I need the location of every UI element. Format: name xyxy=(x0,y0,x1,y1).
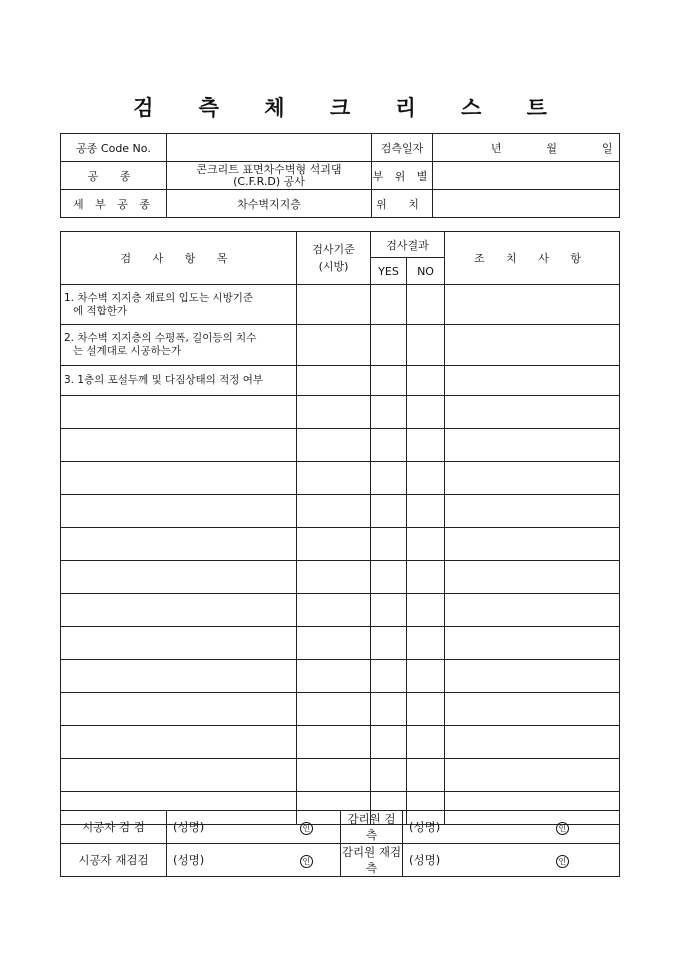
col-item-header: 검 사 항 목 xyxy=(61,232,297,285)
action-cell[interactable] xyxy=(445,285,620,325)
col-standard-line1: 검사기준 xyxy=(312,243,355,256)
sub-work-label: 세 부 공 종 xyxy=(61,190,167,218)
yes-cell[interactable] xyxy=(371,561,407,594)
yes-cell[interactable] xyxy=(371,726,407,759)
standard-cell[interactable] xyxy=(297,726,371,759)
standard-cell[interactable] xyxy=(297,660,371,693)
col-standard-line2: (시방) xyxy=(318,260,349,273)
item-2-line2: 는 설계대로 시공하는가 xyxy=(73,345,182,357)
checklist-table xyxy=(60,231,620,825)
no-cell[interactable] xyxy=(407,726,445,759)
yes-cell[interactable] xyxy=(371,285,407,325)
no-cell[interactable] xyxy=(407,429,445,462)
empty-row xyxy=(61,528,620,561)
action-cell[interactable] xyxy=(445,660,620,693)
item-cell[interactable] xyxy=(61,495,297,528)
item-3-line1: 3. 1층의 포설두께 및 다짐상태의 적정 여부 xyxy=(64,374,264,386)
item-cell[interactable] xyxy=(61,396,297,429)
action-cell[interactable] xyxy=(445,726,620,759)
date-month: 월 xyxy=(546,141,557,155)
standard-cell[interactable] xyxy=(297,528,371,561)
empty-row xyxy=(61,561,620,594)
item-cell[interactable] xyxy=(61,429,297,462)
supervisor-check-sign[interactable] xyxy=(403,811,620,844)
standard-cell[interactable] xyxy=(297,396,371,429)
standard-cell[interactable] xyxy=(297,759,371,792)
seal-icon: 인 xyxy=(556,822,569,835)
work-type-line2: (C.F.R.D) 공사 xyxy=(233,174,305,188)
no-cell[interactable] xyxy=(407,561,445,594)
action-cell[interactable] xyxy=(445,594,620,627)
no-cell[interactable] xyxy=(407,627,445,660)
name-placeholder: (성명) xyxy=(409,820,441,834)
no-cell[interactable] xyxy=(407,660,445,693)
name-placeholder: (성명) xyxy=(173,853,205,867)
checklist-row xyxy=(61,285,620,325)
seal-icon: 인 xyxy=(300,855,313,868)
yes-cell[interactable] xyxy=(371,693,407,726)
checklist-item-3 xyxy=(61,366,297,396)
col-action-header: 조 치 사 항 xyxy=(445,232,620,285)
work-code-label: 공종 Code No. xyxy=(61,134,167,162)
action-cell[interactable] xyxy=(445,561,620,594)
col-result-header: 검사결과 xyxy=(371,232,445,258)
standard-cell[interactable] xyxy=(297,495,371,528)
action-cell[interactable] xyxy=(445,627,620,660)
yes-cell[interactable] xyxy=(371,594,407,627)
no-cell[interactable] xyxy=(407,396,445,429)
item-cell[interactable] xyxy=(61,561,297,594)
action-cell[interactable] xyxy=(445,429,620,462)
item-1-line2: 에 적합한가 xyxy=(73,304,128,317)
empty-row xyxy=(61,396,620,429)
empty-row xyxy=(61,660,620,693)
no-cell[interactable] xyxy=(407,528,445,561)
contractor-check-sign[interactable] xyxy=(167,811,341,844)
page-title: 검 측 체 크 리 스 트 xyxy=(133,95,566,120)
yes-cell[interactable] xyxy=(371,528,407,561)
signature-table xyxy=(60,810,620,877)
col-standard-header xyxy=(297,232,371,285)
supervisor-recheck-sign[interactable] xyxy=(403,844,620,877)
item-cell[interactable] xyxy=(61,759,297,792)
standard-cell[interactable] xyxy=(297,627,371,660)
action-cell[interactable] xyxy=(445,325,620,366)
yes-cell[interactable] xyxy=(371,366,407,396)
item-cell[interactable] xyxy=(61,462,297,495)
location-label: 부 위 별 xyxy=(372,162,433,190)
empty-row xyxy=(61,693,620,726)
col-yes-header: YES xyxy=(371,258,407,285)
empty-row xyxy=(61,495,620,528)
action-cell[interactable] xyxy=(445,528,620,561)
contractor-recheck-sign[interactable] xyxy=(167,844,341,877)
no-cell[interactable] xyxy=(407,759,445,792)
checklist-item-2 xyxy=(61,325,297,366)
action-cell[interactable] xyxy=(445,693,620,726)
action-cell[interactable] xyxy=(445,495,620,528)
checklist-row xyxy=(61,366,620,396)
empty-row xyxy=(61,594,620,627)
supervisor-check-label: 감리원 검 측 xyxy=(341,811,403,844)
no-cell[interactable] xyxy=(407,325,445,366)
empty-row xyxy=(61,462,620,495)
standard-cell[interactable] xyxy=(297,366,371,396)
contractor-recheck-label: 시공자 재검검 xyxy=(61,844,167,877)
standard-cell[interactable] xyxy=(297,429,371,462)
standard-cell[interactable] xyxy=(297,325,371,366)
date-day: 일 xyxy=(601,141,613,155)
item-cell[interactable] xyxy=(61,660,297,693)
work-type-line1: 콘크리트 표면차수벽형 석괴댐 xyxy=(196,162,342,176)
action-cell[interactable] xyxy=(445,462,620,495)
empty-row xyxy=(61,759,620,792)
standard-cell[interactable] xyxy=(297,462,371,495)
item-cell[interactable] xyxy=(61,627,297,660)
name-placeholder: (성명) xyxy=(409,853,441,867)
no-cell[interactable] xyxy=(407,462,445,495)
location-value[interactable] xyxy=(433,162,620,190)
item-cell[interactable] xyxy=(61,726,297,759)
name-placeholder: (성명) xyxy=(173,820,205,834)
work-type-value[interactable] xyxy=(167,162,372,190)
work-code-value[interactable] xyxy=(167,134,372,162)
inspect-date-label: 검측일자 xyxy=(372,134,433,162)
yes-cell[interactable] xyxy=(371,429,407,462)
action-cell[interactable] xyxy=(445,396,620,429)
standard-cell[interactable] xyxy=(297,693,371,726)
info-table xyxy=(60,133,620,218)
yes-cell[interactable] xyxy=(371,396,407,429)
empty-row xyxy=(61,627,620,660)
empty-row xyxy=(61,429,620,462)
inspect-date-value[interactable] xyxy=(433,134,620,162)
empty-row xyxy=(61,726,620,759)
item-cell[interactable] xyxy=(61,693,297,726)
action-cell[interactable] xyxy=(445,366,620,396)
standard-cell[interactable] xyxy=(297,561,371,594)
yes-cell[interactable] xyxy=(371,462,407,495)
yes-cell[interactable] xyxy=(371,660,407,693)
contractor-check-label: 시공자 검 검 xyxy=(61,811,167,844)
seal-icon: 인 xyxy=(556,855,569,868)
no-cell[interactable] xyxy=(407,495,445,528)
position-label: 위 치 xyxy=(372,190,433,218)
standard-cell[interactable] xyxy=(297,594,371,627)
item-cell[interactable] xyxy=(61,594,297,627)
work-type-label: 공 종 xyxy=(61,162,167,190)
no-cell[interactable] xyxy=(407,594,445,627)
action-cell[interactable] xyxy=(445,759,620,792)
yes-cell[interactable] xyxy=(371,325,407,366)
item-1-line1: 1. 차수벽 지지층 재료의 입도는 시방기준 xyxy=(64,291,253,304)
yes-cell[interactable] xyxy=(371,759,407,792)
yes-cell[interactable] xyxy=(371,495,407,528)
checklist-row xyxy=(61,325,620,366)
no-cell[interactable] xyxy=(407,693,445,726)
no-cell[interactable] xyxy=(407,285,445,325)
col-no-header: NO xyxy=(407,258,445,285)
position-value[interactable] xyxy=(433,190,620,218)
checklist-item-1 xyxy=(61,285,297,325)
standard-cell[interactable] xyxy=(297,285,371,325)
date-year: 년 xyxy=(490,141,502,155)
item-2-line1: 2. 차수벽 지지층의 수평폭, 길이등의 치수 xyxy=(64,332,257,344)
no-cell[interactable] xyxy=(407,366,445,396)
supervisor-recheck-label: 감리원 재검측 xyxy=(341,845,402,875)
yes-cell[interactable] xyxy=(371,627,407,660)
item-cell[interactable] xyxy=(61,528,297,561)
seal-icon: 인 xyxy=(300,822,313,835)
sub-work-value[interactable]: 차수벽지지층 xyxy=(167,190,372,218)
